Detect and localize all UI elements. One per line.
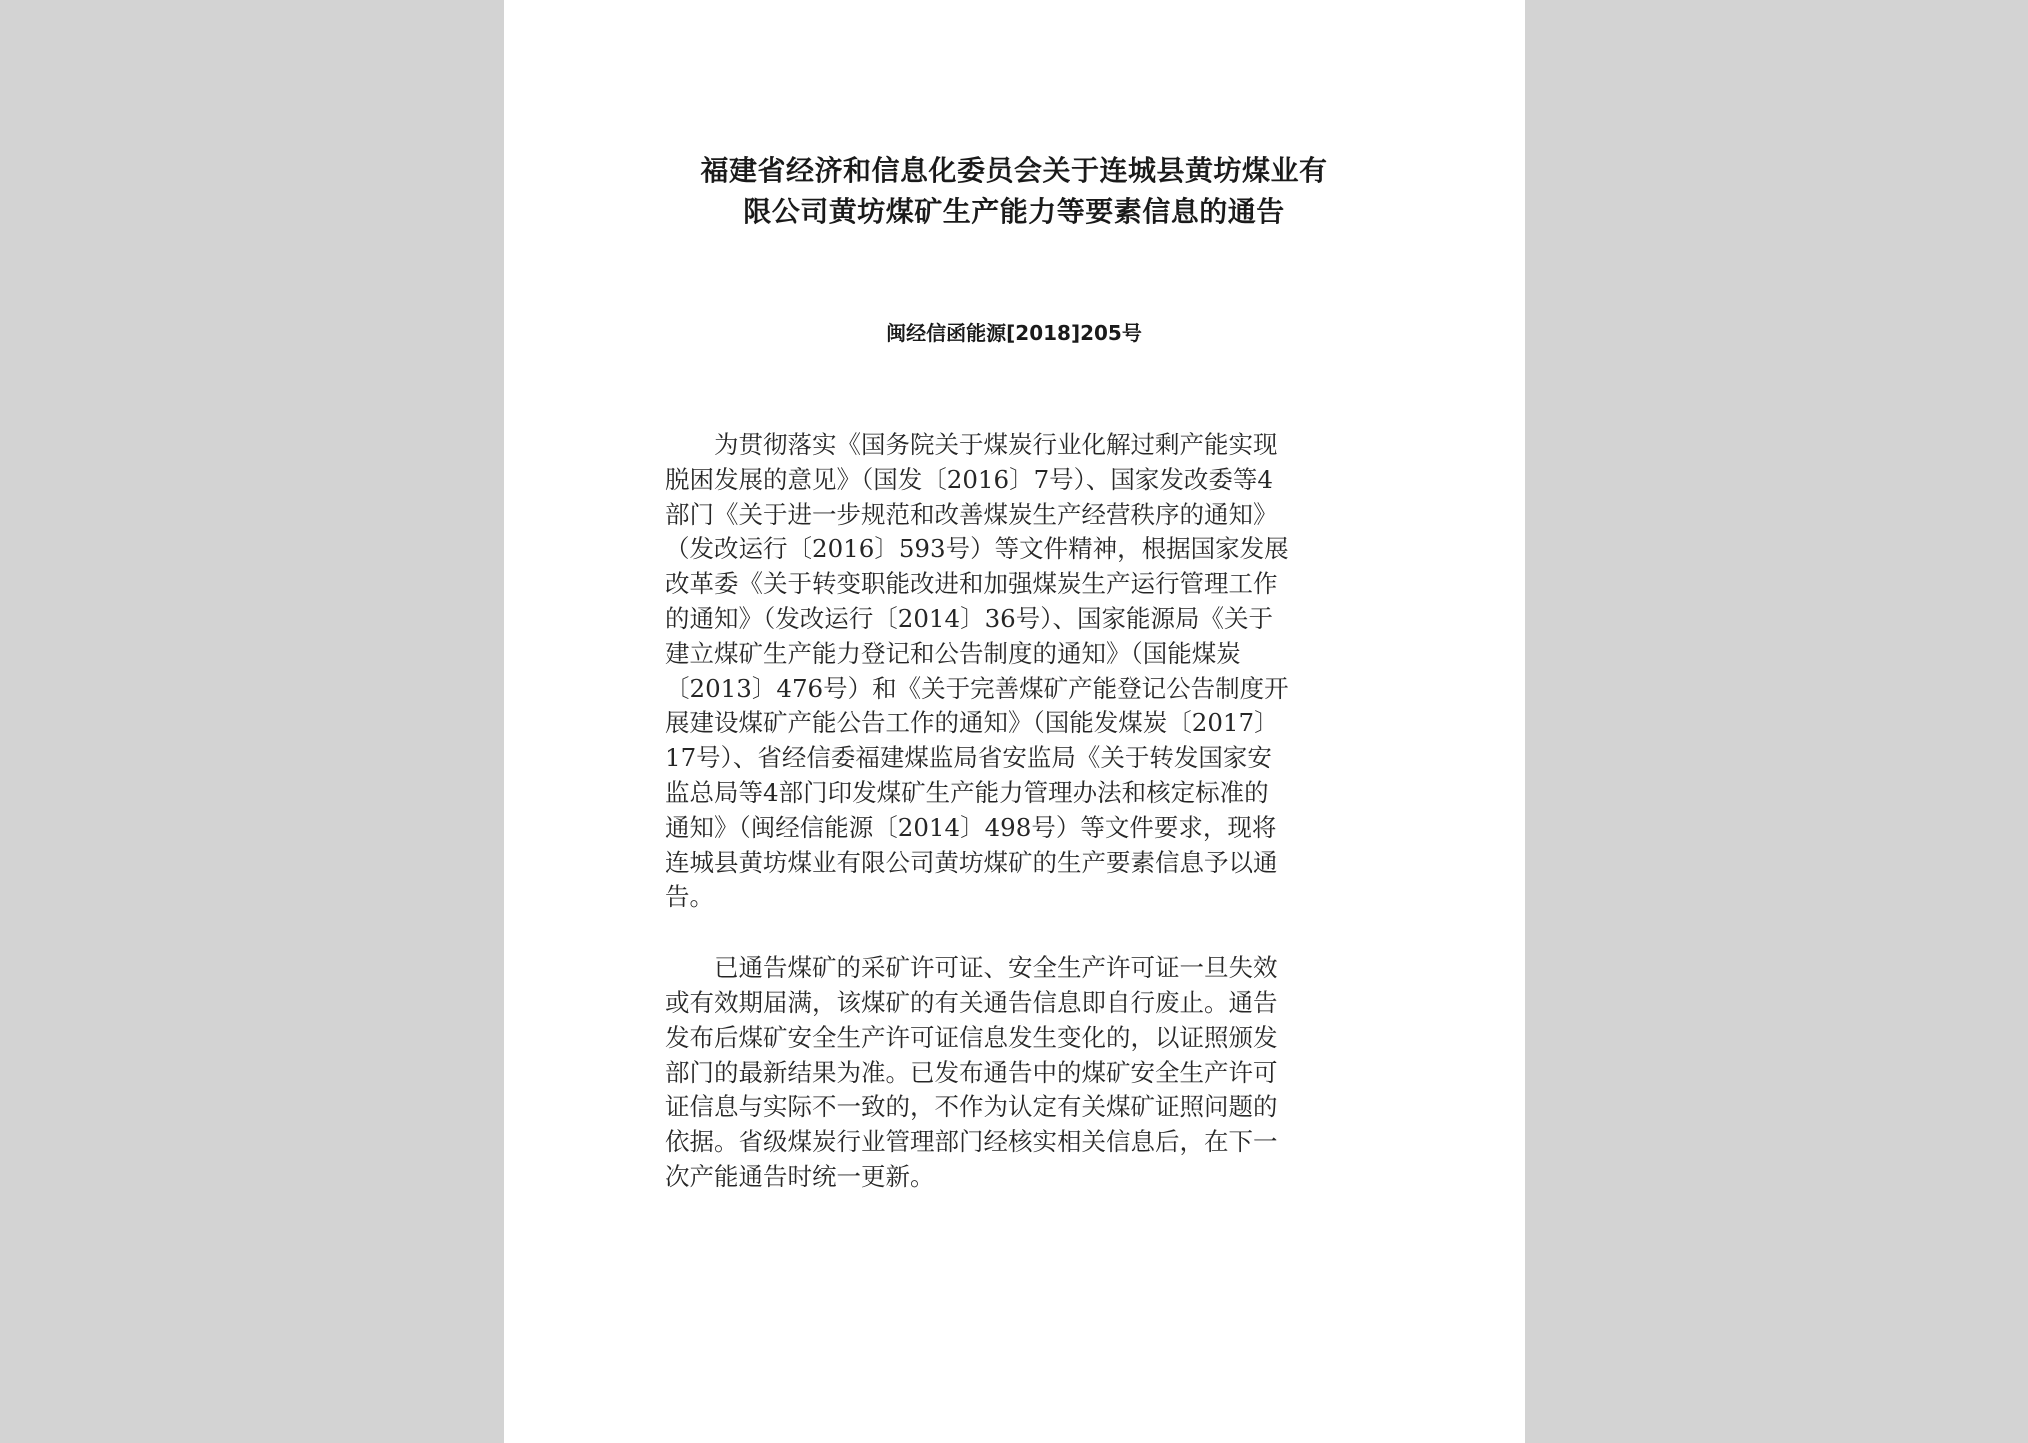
text-line: 为贯彻落实《国务院关于煤炭行业化解过剩产能实现 [665,430,1278,459]
text-line: 部门的最新结果为准。已发布通告中的煤矿安全生产许可 [665,1057,1278,1087]
text-line: 次产能通告时统一更新。 [665,1161,935,1191]
title-line: 福建省经济和信息化委员会关于连城县黄坊煤业有 [700,154,1328,187]
text-line: 建立煤矿生产能力登记和公告制度的通知》（国能煤炭 [665,638,1241,668]
text-line: 已通告煤矿的采矿许可证、安全生产许可证一旦失效 [665,953,1278,983]
text-line: 发布后煤矿安全生产许可证信息发生变化的，以证照颁发 [665,1022,1278,1052]
text-line: 通知》（闽经信能源〔2014〕498号）等文件要求，现将 [665,812,1277,842]
text-line: 告。 [665,882,714,912]
text-line: 连城县黄坊煤业有限公司黄坊煤矿的生产要素信息予以通 [665,847,1278,877]
title-line: 限公司黄坊煤矿生产能力等要素信息的通告 [743,195,1285,228]
text-line: 〔2013〕476号）和《关于完善煤矿产能登记公告制度开 [665,673,1289,703]
text-line: 监总局等4部门印发煤矿生产能力管理办法和核定标准的 [665,777,1269,807]
document-page [504,0,1525,1443]
text-line: 17号）、省经信委福建煤监局省安监局《关于转发国家安 [665,743,1272,773]
paragraph-1 [665,428,1365,915]
paragraph-2 [665,951,1365,1195]
text-line: 的通知》（发改运行〔2014〕36号）、国家能源局《关于 [665,603,1274,633]
text-line: 依据。省级煤炭行业管理部门经核实相关信息后，在下一 [665,1127,1278,1157]
text-line: 或有效期届满，该煤矿的有关通告信息即自行废止。通告 [665,987,1278,1017]
document-body [665,428,1365,1195]
document-title [644,150,1384,232]
document-number: 闽经信函能源[2018]205号 [886,321,1142,345]
text-line: 展建设煤矿产能公告工作的通知》（国能发煤炭〔2017〕 [665,708,1279,738]
text-line: 证信息与实际不一致的，不作为认定有关煤矿证照问题的 [665,1092,1278,1122]
text-line: 部门《关于进一步规范和改善煤炭生产经营秩序的通知》 [665,499,1278,529]
text-line: （发改运行〔2016〕593号）等文件精神，根据国家发展 [665,534,1289,564]
text-line: 改革委《关于转变职能改进和加强煤炭生产运行管理工作 [665,569,1278,599]
text-line: 脱困发展的意见》（国发〔2016〕7号）、国家发改委等4 [665,464,1274,494]
